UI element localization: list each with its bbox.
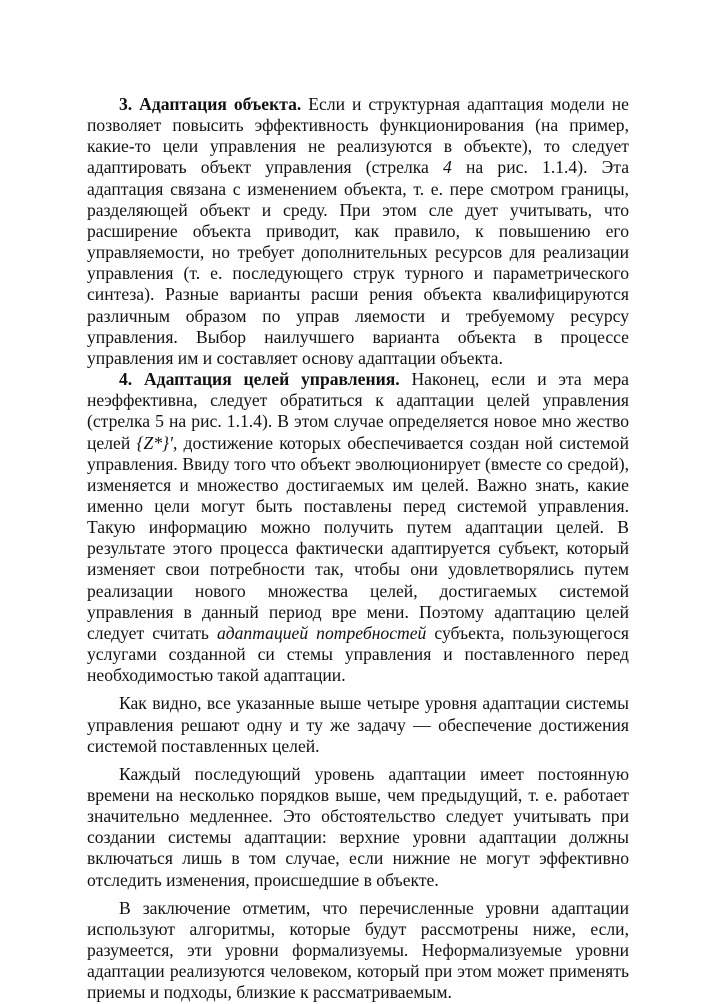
paragraph-time-constants: Каждый последующий уровень адаптации имеет постоянную времени на несколько порядков выше, чем предыдущий, т. е. работает значительно медленнее. Это обстоятельство следует учитывать при создании системы адаптации: верхние уровни адаптации должны включаться лишь в том случае, если нижние не могут эффективно отследить изменения, происшедшие в объекте. [87,763,629,890]
emphasis-needs-adaptation: адаптацией потребностей [216,622,427,643]
paragraph-text: Наконец, если и эта мера неэффективна, следует обратиться к адаптации целей управления (стрелка 5 на рис. 1.1.4). В этом случае определяется новое мно жество целей [87,369,629,453]
paragraph-text-end: субъекта, пользующегося услугами созданной си стемы управления и поставленного перед необходимостью такой адаптации. [87,622,629,686]
arrow-reference: 4 [443,157,452,178]
paragraph-object-adaptation [87,94,629,369]
goal-set-formula: {Z*}′ [136,432,173,453]
paragraph-goal-adaptation [87,369,629,686]
paragraph-text: Если и структурная адаптация модели не позволяет повысить эффективность функционирования (на пример, какие-то цели управления не реализуются в объекте), то следует адаптировать объект управления (стрелка [87,94,629,178]
paragraph-text-continued: на рис. 1.1.4). Эта адаптация связана с изменением объекта, т. е. пере смотром границы, разделяющей объект и среду. При этом сле дует учитывать, что расширение объекта приводит, как правило, к повышению его управляемости, но требует дополнительных ресурсов для реализации управления (т. е. последующего струк турного и параметрического синтеза). Разные варианты расши рения объекта квалифицируются различным образом по управ ляемости и требуемому ресурсу управления. Выбор наилучшего варианта объекта в процессе управления им и составляет основу адаптации объекта. [87,157,630,368]
paragraph-summary: Как видно, все указанные выше четыре уровня адаптации системы управления решают одну и ту же задачу — обеспечение достижения системой поставленных целей. [87,693,629,756]
heading-goal-adaptation: 4. Адаптация целей управления. [119,369,400,390]
heading-object-adaptation: 3. Адаптация объекта. [119,94,302,114]
paragraph-text-continued: , достижение которых обеспечивается создан ной системой управления. Ввиду того что объект эволюционирует (вместе со средой), изменяется и множество достигаемых им целей. Важно знать, какие именно цели могут быть поставлены перед системой управления. Такую информацию можно получить путем адаптации целей. В результате этого процесса фактически адаптируется субъект, который изменяет свои потребности так, чтобы они удовлетворялись путем реализации нового множества целей, достигаемых системой управления в данный период вре мени. Поэтому адаптацию целей следует считать [87,432,629,643]
paragraph-conclusion: В заключение отметим, что перечисленные уровни адаптации используют алгоритмы, которые будут рассмотрены ниже, если, разумеется, эти уровни формализуемы. Неформализуемые уровни адаптации реализуются человеком, который при этом может применять приемы и подходы, близкие к рассматриваемым. [87,897,629,1003]
